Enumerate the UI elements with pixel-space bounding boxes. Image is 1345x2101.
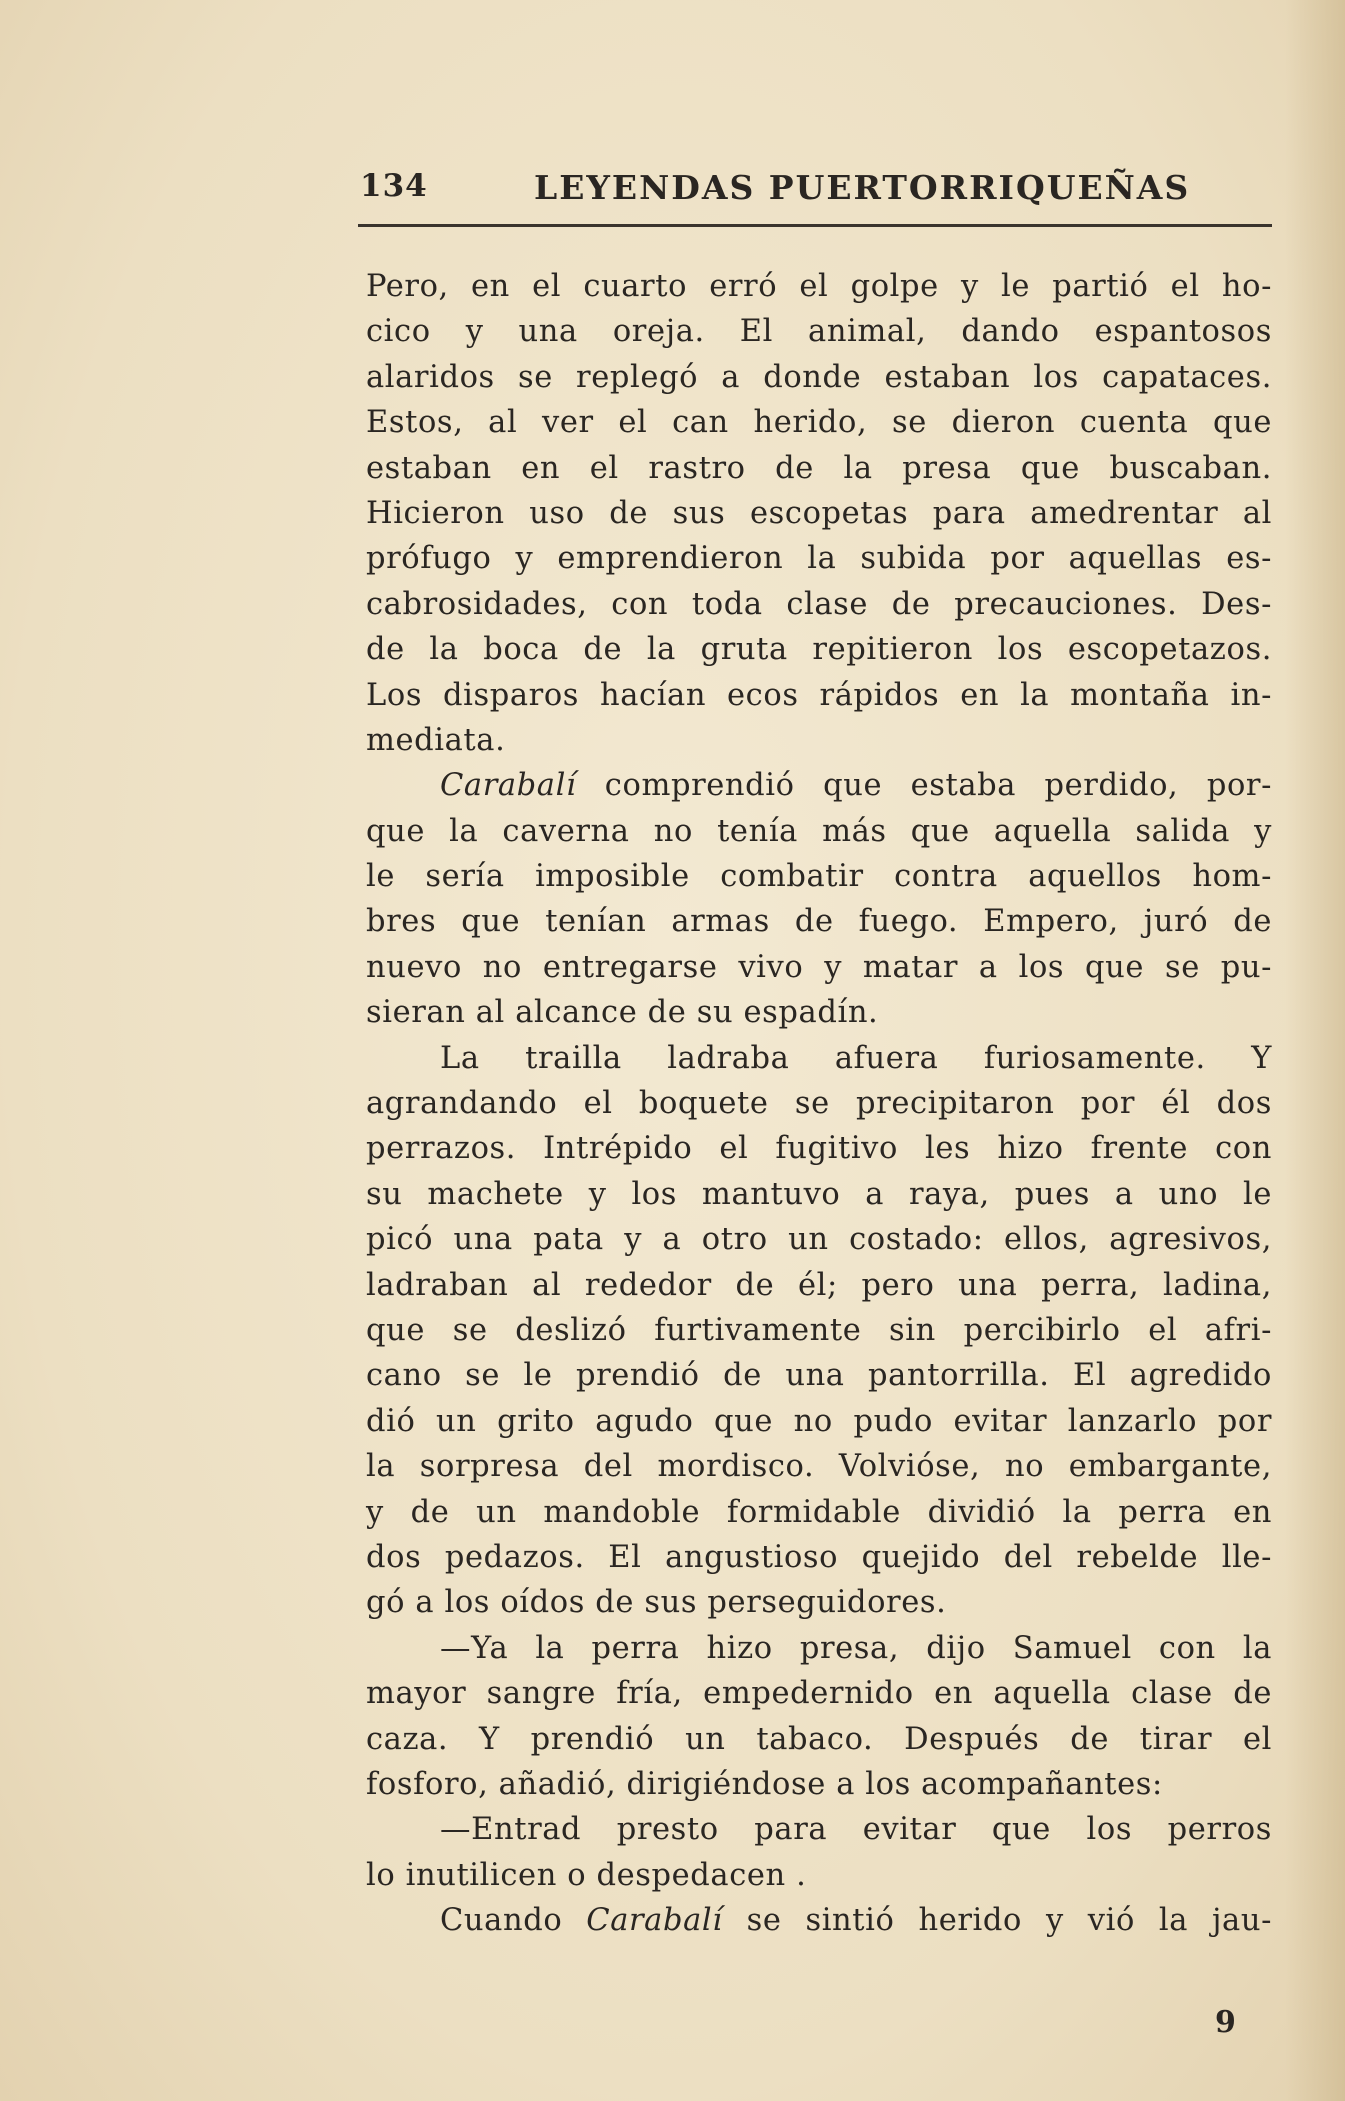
text-line: —Entrad presto para evitar que los perros — [440, 1812, 1272, 1848]
text-line: picó una pata y a otro un costado: ellos, agresivos, — [366, 1222, 1272, 1258]
running-title: LEYENDAS PUERTORRIQUEÑAS — [534, 168, 1191, 207]
text-line: prófugo y emprendieron la subida por aquellas es- — [366, 541, 1272, 577]
text-line: cico y una oreja. El animal, dando espantosos — [366, 314, 1272, 350]
text-line: cabrosidades, con toda clase de precauciones. Des- — [366, 586, 1272, 622]
italic-name: Carabalí — [586, 1903, 723, 1939]
text-line: caza. Y prendió un tabaco. Después de tirar el — [366, 1721, 1272, 1757]
text-line: dió un grito agudo que no pudo evitar lanzarlo por — [366, 1403, 1272, 1439]
text-segment: se sintió herido y vió la jau- — [722, 1903, 1272, 1939]
text-line: de la boca de la gruta repitieron los escopetazos. — [366, 632, 1272, 668]
text-line: le sería imposible combatir contra aquellos hom- — [366, 859, 1272, 895]
signature-mark: 9 — [1215, 2005, 1236, 2040]
text-line: Hicieron uso de sus escopetas para amedrentar al — [366, 495, 1272, 531]
text-line: su machete y los mantuvo a raya, pues a uno le — [366, 1176, 1272, 1212]
text-line: y de un mandoble formidable dividió la perra en — [366, 1494, 1272, 1530]
text-line: La trailla ladraba afuera furiosamente. Y — [440, 1040, 1272, 1076]
text-line — [366, 763, 1272, 808]
text-line: agrandando el boquete se precipitaron por él dos — [366, 1086, 1272, 1122]
text-line — [366, 1898, 1272, 1943]
page-number: 134 — [360, 168, 428, 204]
body-text — [366, 264, 1272, 1943]
text-line: lo inutilicen o despedacen . — [366, 1857, 807, 1893]
text-line: cano se le prendió de una pantorrilla. El agredido — [366, 1358, 1272, 1394]
text-line: alaridos se replegó a donde estaban los capataces. — [366, 359, 1272, 395]
text-line: Estos, al ver el can herido, se dieron cuenta que — [366, 405, 1272, 441]
text-segment: comprendió que estaba perdido, por- — [576, 768, 1272, 804]
text-line: que la caverna no tenía más que aquella salida y — [366, 813, 1272, 849]
text-line: nuevo no entregarse vivo y matar a los que se pu- — [366, 949, 1272, 985]
text-line: la sorpresa del mordisco. Volvióse, no embargante, — [366, 1449, 1272, 1485]
text-line: ladraban al rededor de él; pero una perra, ladina, — [366, 1267, 1272, 1303]
text-line: mediata. — [366, 722, 506, 758]
text-line: gó a los oídos de sus perseguidores. — [366, 1585, 947, 1621]
text-segment: Cuando — [440, 1903, 587, 1939]
italic-name: Carabalí — [440, 768, 577, 804]
text-line: bres que tenían armas de fuego. Empero, juró de — [366, 904, 1272, 940]
text-line: perrazos. Intrépido el fugitivo les hizo frente con — [366, 1131, 1272, 1167]
text-line: sieran al alcance de su espadín. — [366, 995, 879, 1031]
header-rule — [358, 224, 1272, 227]
text-line: Los disparos hacían ecos rápidos en la montaña in- — [366, 677, 1272, 713]
text-line: estaban en el rastro de la presa que buscaban. — [366, 450, 1272, 486]
page-edge-shadow — [1285, 0, 1345, 2101]
text-line: fosforo, añadió, dirigiéndose a los acompañantes: — [366, 1766, 1163, 1802]
text-line: que se deslizó furtivamente sin percibirlo el afri- — [366, 1312, 1272, 1348]
text-line: —Ya la perra hizo presa, dijo Samuel con la — [440, 1630, 1272, 1666]
text-line: mayor sangre fría, empedernido en aquella clase de — [366, 1676, 1272, 1712]
page-header — [360, 168, 1272, 228]
text-line: dos pedazos. El angustioso quejido del rebelde lle- — [366, 1539, 1272, 1575]
text-line: Pero, en el cuarto erró el golpe y le partió el ho- — [366, 269, 1272, 304]
